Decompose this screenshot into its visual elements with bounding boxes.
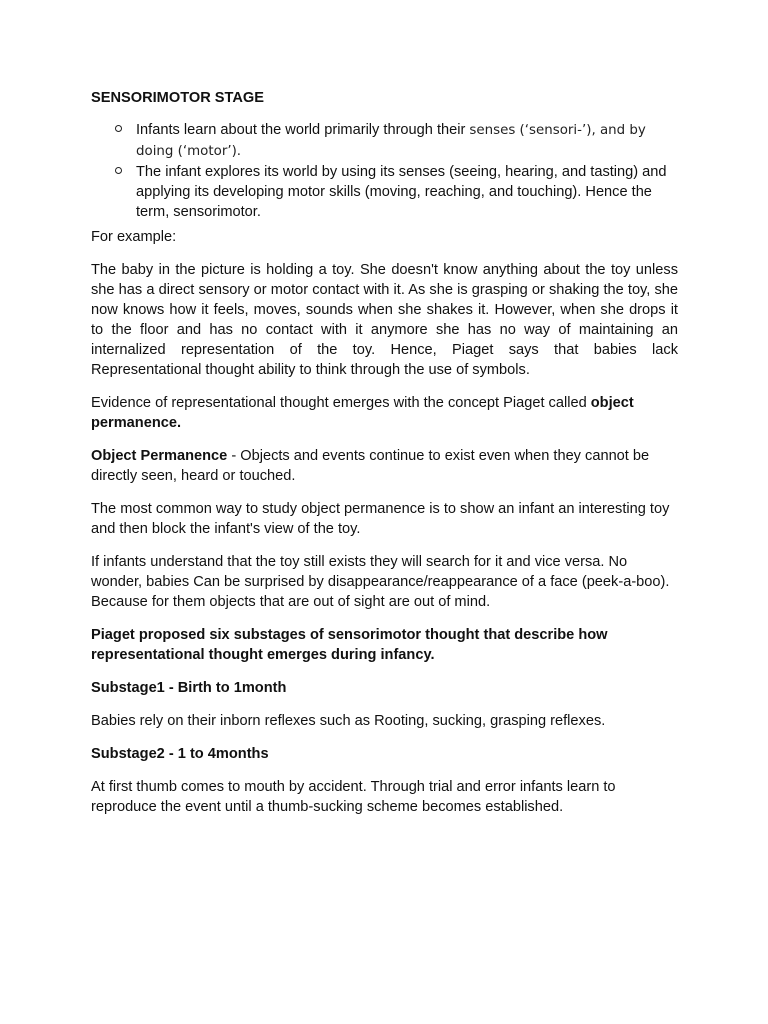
circle-bullet-icon: [115, 167, 122, 174]
bullet-text: Infants learn about the world primarily through their: [136, 122, 466, 138]
bullet-text: The infant explores its world by using its senses (seeing, hearing, and tasting) and applying its developing motor skills (moving, reaching, and touching). Hence the term, sensorimotor.: [136, 164, 667, 220]
section-heading: SENSORIMOTOR STAGE: [91, 90, 264, 106]
object-permanence-term: object permanence.: [91, 395, 634, 431]
search-paragraph: If infants understand that the toy still exists they will search for it and vice versa. No wonder, babies Can be surprised by disappearance/reappearance of a face (peek-a-boo). Because for them objects that are out of sight are out of mind.: [91, 554, 670, 610]
bullet-list: [0, 120, 768, 222]
bullet-item: [0, 162, 768, 222]
substage1-text: Babies rely on their inborn reflexes such as Rooting, sucking, grasping reflexes.: [91, 713, 606, 729]
evidence-paragraph: [91, 393, 678, 433]
bullet-text-continued: senses (‘sensori-’), and by doing (‘motor’).: [136, 123, 646, 159]
for-example-label: For example:: [91, 229, 177, 245]
definition-text: - Objects and events continue to exist even when they cannot be directly seen, heard or touched.: [91, 448, 650, 484]
circle-bullet-icon: [115, 125, 122, 132]
study-paragraph: The most common way to study object permanence is to show an infant an interesting toy and then block the infant's view of the toy.: [91, 501, 670, 537]
substage2-text: At first thumb comes to mouth by accident. Through trial and error infants learn to reproduce the event until a thumb-sucking scheme becomes established.: [91, 779, 616, 815]
substage2-title: Substage2 - 1 to 4months: [91, 746, 269, 762]
definition-term: Object Permanence: [91, 448, 228, 464]
object-permanence-definition: [91, 446, 678, 486]
document-body: [91, 227, 678, 830]
bullet-item: [0, 120, 768, 162]
substages-intro: Piaget proposed six substages of sensorimotor thought that describe how representational thought emerges during infancy.: [91, 627, 608, 663]
evidence-text: Evidence of representational thought emerges with the concept Piaget called: [91, 395, 587, 411]
baby-paragraph: The baby in the picture is holding a toy. She doesn't know anything about the toy unless she has a direct sensory or motor contact with it. As she is grasping or shaking the toy, she now knows how it feels, moves, sounds when she shakes it. However, when she drops it to the floor and has no contact with it anymore she has no way of maintaining an internalized representation of the toy. Hence, Piaget says that babies lack Representational thought ability to think through the use of symbols.: [91, 262, 678, 378]
substage1-title: Substage1 - Birth to 1month: [91, 680, 287, 696]
